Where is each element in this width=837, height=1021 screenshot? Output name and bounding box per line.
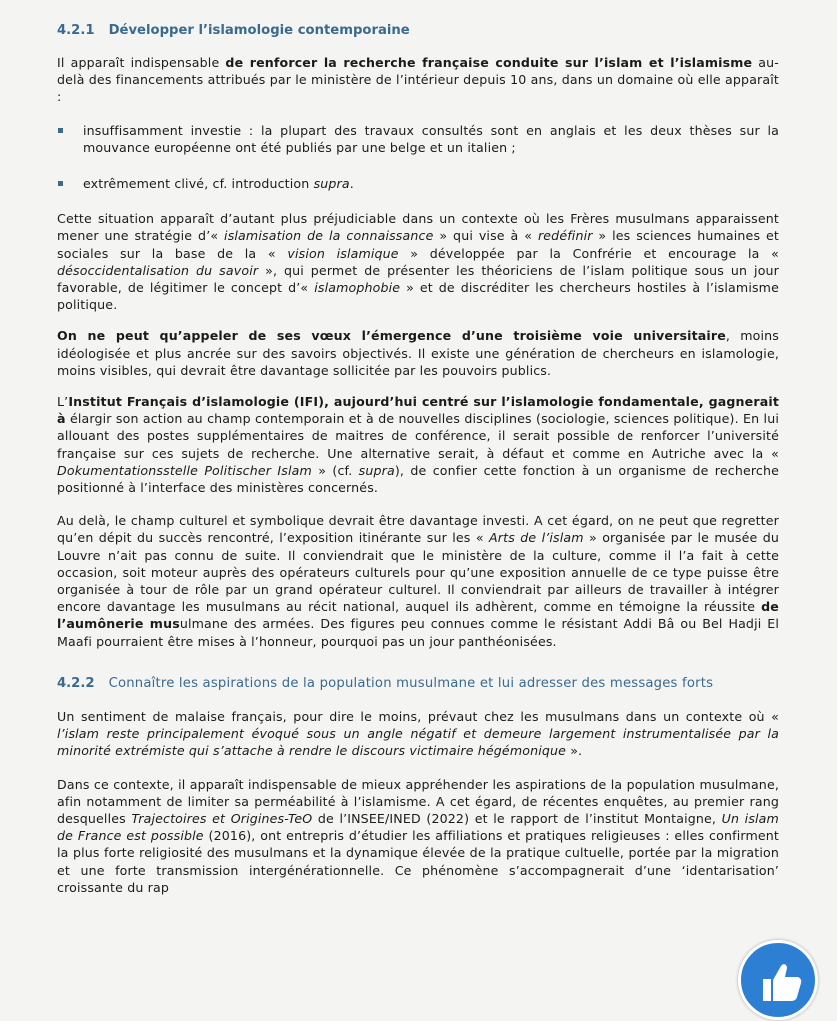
- text-run: ».: [566, 743, 583, 759]
- italic-run: supra: [313, 176, 350, 192]
- text-run: » et de discréditer les chercheurs hostiles à l’islamisme politique.: [57, 280, 779, 313]
- list-item-text: extrêmement clivé, cf. introduction: [83, 176, 314, 192]
- list-item: [57, 122, 779, 156]
- text-run: .: [349, 176, 354, 192]
- italic-run: islamisation de la connaissance: [224, 228, 434, 244]
- paragraph-7: [57, 776, 779, 896]
- section-heading-4-2-2: [57, 672, 779, 696]
- text-run: au-delà des financements attribués par le ministère de l’intérieur depuis 10 ans, dans un domaine où elle apparaît :: [57, 55, 779, 105]
- italic-run: désoccidentalisation du savoir: [57, 262, 259, 278]
- thumbs-up-icon[interactable]: [738, 940, 818, 1020]
- bold-run: de renforcer la recherche française conduite sur l’islam et l’islamisme: [225, 55, 753, 70]
- italic-run: l’islam reste principalement évoqué sous un angle négatif et demeure largement instrumentalisée par la minorité extrémiste qui s’attache à rendre le discours victimaire hégémonique: [57, 726, 779, 759]
- paragraph-3: [57, 327, 779, 379]
- text-run: Un sentiment de malaise français, pour dire le moins, prévaut chez les musulmans dans un contexte où «: [57, 708, 779, 724]
- italic-run: Un islam de France est possible: [57, 810, 779, 844]
- paragraph-6: [57, 708, 779, 760]
- text-run: » qui vise à «: [433, 228, 538, 244]
- text-run: de l’INSEE/INED (2022) et le rapport de l’institut Montaigne,: [312, 810, 722, 826]
- text-run: ), de confier cette fonction à un organisme de recherche positionné à l’interface des ministères concernés.: [57, 462, 779, 496]
- text-run: » (cf.: [311, 462, 359, 478]
- text-run: L’: [57, 394, 69, 410]
- bullet-list: [57, 122, 779, 193]
- text-run: » organisée par le musée du Louvre n’ait pas connu de suite. Il conviendrait que le ministère de la culture, comme il l’a fait à cette occasion, soit moteur auprès des opérateurs culturels pour qu’une exposition annuelle de ce type puisse être organisée à tour de rôle par un grand opérateur culturel. Il conviendrait par ailleurs de travailler à intégrer encore davantage les musulmans au récit national, auquel ils adhèrent, comme en témoigne la réussite: [57, 530, 779, 615]
- paragraph-1: [57, 54, 779, 106]
- paragraph-2: [57, 210, 779, 313]
- italic-run: Dokumentationsstelle Politischer Islam: [57, 462, 312, 478]
- text-run: Cette situation apparaît d’autant plus préjudiciable dans un contexte où les Frères musulmans apparaissent mener une stratégie d’«: [57, 211, 779, 244]
- section-title: Connaître les aspirations de la population musulmane et lui adresser des messages forts: [108, 676, 714, 692]
- text-run: », qui permet de présenter les théoriciens de l’islam politique sous un jour favorable, de légitimer le concept d’«: [57, 262, 780, 296]
- italic-run: islamophobie: [314, 280, 401, 296]
- text-run: ulmane des armées. Des figures peu connues comme le résistant Addi Bâ ou Bel Hadji El Maafi pourraient être mises à l’honneur, pourquoi pas un jour panthéonisées.: [57, 616, 779, 649]
- list-item-text: insuffisamment investie : la plupart des travaux consultés sont en anglais et les deux thèses sur la mouvance européenne ont été publiés par une belge et un italien ;: [83, 122, 779, 155]
- section-number: 4.2.2: [57, 676, 95, 692]
- text-run: Dans ce contexte, il apparaît indispensable de mieux appréhender les aspirations de la population musulmane, afin notamment de limiter sa perméabilité à l’islamisme. A cet égard, de récentes enquêtes, au premier rang desquelles: [57, 776, 779, 826]
- section-heading-4-2-1: [57, 18, 779, 42]
- section-number: 4.2.1: [57, 22, 95, 38]
- text-run: » développée par la Confrérie et encourage la «: [398, 245, 780, 261]
- text-run: (2016), ont entrepris d’étudier les affiliations et pratiques religieuses : elles confirment la plus forte religiosité des musulmans et la dynamique élevée de la pratique cultuelle, portée par la migration et une forte transmission intergénérationnelle. Ce phénomène s’accompagnerait d’une ‘identarisation’ croissante du rap: [57, 828, 779, 895]
- bold-run: de l’aumônerie mus: [57, 599, 779, 632]
- thumbs-up-glyph: [741, 943, 815, 1017]
- square-bullet-icon: [58, 128, 63, 133]
- paragraph-5: [57, 512, 779, 650]
- section-title: Développer l’islamologie contemporaine: [108, 22, 410, 38]
- bold-run: On ne peut qu’appeler de ses vœux l’émergence d’une troisième voie universitaire: [57, 328, 726, 344]
- paragraph-4: [57, 393, 779, 496]
- text-run: , moins idéologisée et plus ancrée sur des savoirs objectivés. Il existe une génération de chercheurs en islamologie, moins visibles, qui devrait être davantage sollicitée par les pouvoirs publics.: [57, 328, 779, 378]
- list-item: [57, 175, 779, 192]
- text-run: Au delà, le champ culturel et symbolique devrait être davantage investi. A cet égard, on ne peut que regretter qu’en dépit du succès rencontré, l’exposition itinérante sur les «: [57, 513, 779, 546]
- text-run: » les sciences humaines et sociales sur la base de la «: [57, 228, 779, 261]
- italic-run: Arts de l’islam: [489, 530, 584, 546]
- italic-run: supra: [358, 462, 395, 478]
- text-run: élargir son action au champ contemporain et à de nouvelles disciplines (sociologie, sciences politique). En lui allouant des postes supplémentaires de maitres de conférence, il serait possible de renforcer l’université française sur ces sujets de recherche. Une alternative serait, à défaut et comme en Autriche avec la «: [57, 411, 779, 461]
- document-page: [57, 12, 779, 896]
- bold-run: Institut Français d’islamologie (IFI), aujourd’hui centré sur l’islamologie fondamentale, gagnerait à: [57, 394, 779, 427]
- italic-run: redéfinir: [537, 228, 593, 244]
- italic-run: vision islamique: [287, 245, 399, 261]
- italic-run: Trajectoires et Origines-TeO: [131, 810, 313, 826]
- square-bullet-icon: [58, 181, 63, 186]
- text-run: Il apparaît indispensable: [57, 55, 226, 70]
